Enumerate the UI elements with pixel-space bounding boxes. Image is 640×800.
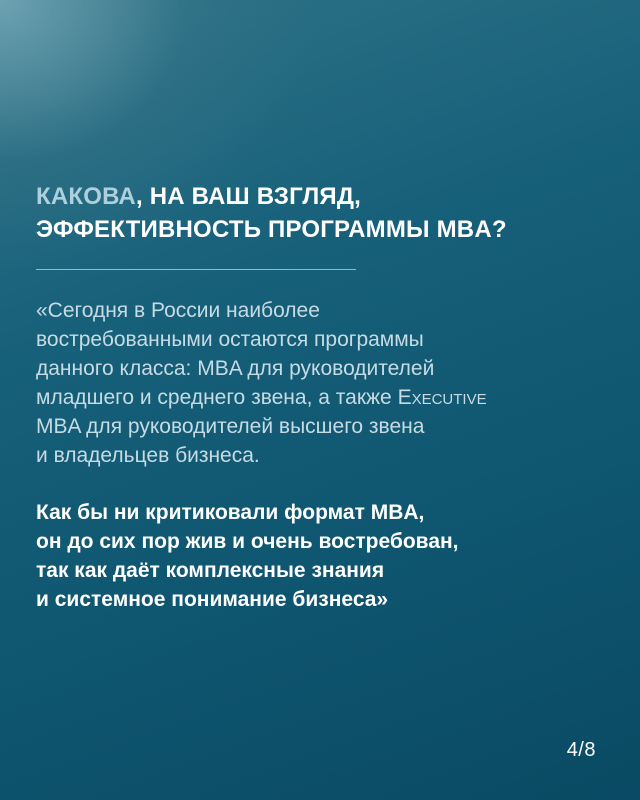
emphasis-line-2: он до сих пор жив и очень востребован, <box>36 530 459 553</box>
quote-line-4-text: младшего и среднего звена, а также <box>36 386 398 409</box>
question-heading <box>36 180 596 246</box>
page-counter: 4/8 <box>566 739 596 761</box>
divider-line <box>36 269 356 270</box>
emphasis-line-3: так как даёт комплексные знания <box>36 559 385 582</box>
quote-line-2: востребованными остаются программы <box>36 328 424 351</box>
quote-line-4 <box>36 383 616 412</box>
heading-accent-word: КАКОВА <box>36 183 136 210</box>
quote-line-5: MBA для руководителей высшего звена <box>36 415 425 438</box>
heading-line-2: ЭФФЕКТИВНОСТЬ ПРОГРАММЫ MBA? <box>36 216 507 243</box>
quote-line-1: «Сегодня в России наиболее <box>36 299 320 322</box>
emphasis-line-4: и системное понимание бизнеса» <box>36 588 389 611</box>
heading-line-1-rest: , НА ВАШ ВЗГЛЯД, <box>135 183 362 210</box>
emphasis-line-1: Как бы ни критиковали формат MBA, <box>36 501 425 524</box>
quote-line-6: и владельцев бизнеса. <box>36 444 260 467</box>
quote-line-3: данного класса: MBA для руководителей <box>36 357 435 380</box>
heading-line-1 <box>36 180 596 213</box>
emphasis-paragraph <box>36 498 616 614</box>
quote-paragraph <box>36 296 616 470</box>
quote-executive-word: Executive <box>397 386 487 409</box>
